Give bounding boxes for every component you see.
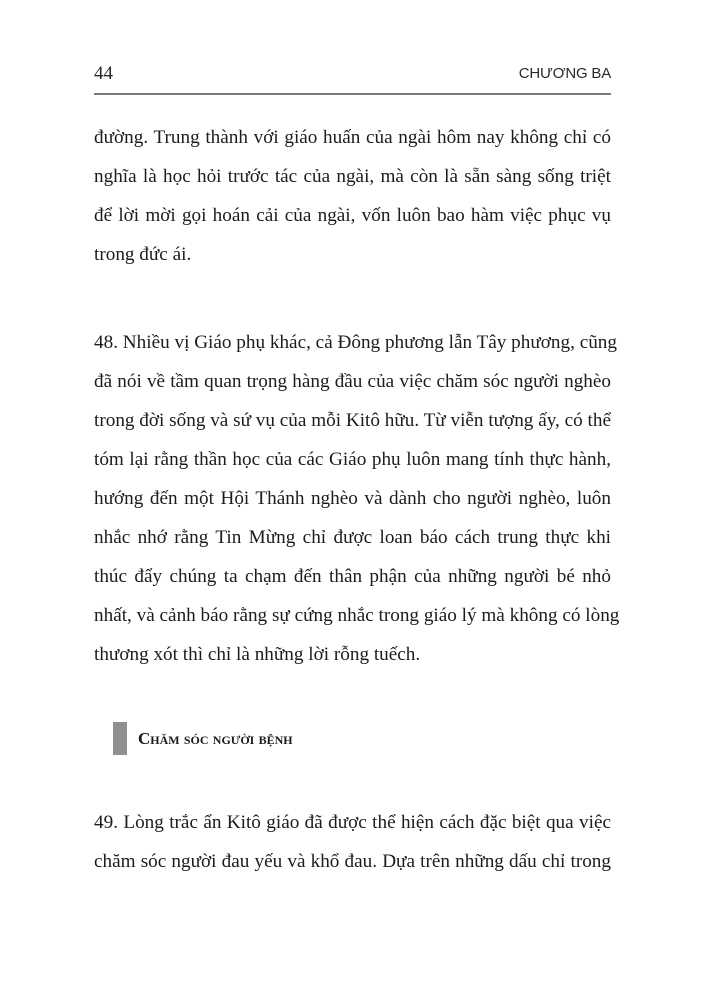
page-number: 44: [94, 63, 113, 84]
paragraph-continuation: [94, 118, 611, 274]
text-line: nhất, và cảnh báo rằng sự cứng nhắc trong giáo lý mà không có lòng: [94, 605, 620, 626]
text-line: để lời mời gọi hoán cải của ngài, vốn luôn bao hàm việc phục vụ: [94, 205, 611, 226]
header-rule: [94, 93, 611, 95]
running-head: [94, 62, 611, 86]
text-line: 49. Lòng trắc ẩn Kitô giáo đã được thể hiện cách đặc biệt qua việc: [94, 812, 611, 833]
text-line: trong đời sống và sứ vụ của mỗi Kitô hữu. Từ viễn tượng ấy, có thể: [94, 410, 611, 431]
paragraph-49: [94, 803, 611, 881]
text-line: thúc đẩy chúng ta chạm đến thân phận của những người bé nhỏ: [94, 566, 611, 587]
text-line: đã nói về tầm quan trọng hàng đầu của việc chăm sóc người nghèo: [94, 371, 611, 392]
text-line: chăm sóc người đau yếu và khổ đau. Dựa trên những dấu chỉ trong: [94, 851, 611, 872]
text-line: hướng đến một Hội Thánh nghèo và dành cho người nghèo, luôn: [94, 488, 611, 509]
text-line: 48. Nhiều vị Giáo phụ khác, cả Đông phương lẫn Tây phương, cũng: [94, 332, 617, 353]
text-line: tóm lại rằng thần học của các Giáo phụ luôn mang tính thực hành,: [94, 449, 611, 470]
text-line: đường. Trung thành với giáo huấn của ngài hôm nay không chỉ có: [94, 127, 611, 148]
section-heading-text: Chăm sóc người bệnh: [138, 729, 293, 748]
heading-bar: [113, 722, 127, 755]
paragraph-48: [94, 323, 620, 674]
text-line: trong đức ái.: [94, 244, 192, 265]
text-line: nhắc nhớ rằng Tin Mừng chỉ được loan báo cách trung thực khi: [94, 527, 611, 548]
text-line: thương xót thì chỉ là những lời rỗng tuếch.: [94, 644, 421, 665]
text-line: nghĩa là học hỏi trước tác của ngài, mà còn là sẵn sàng sống triệt: [94, 166, 611, 187]
chapter-title: CHƯƠNG BA: [518, 65, 611, 82]
